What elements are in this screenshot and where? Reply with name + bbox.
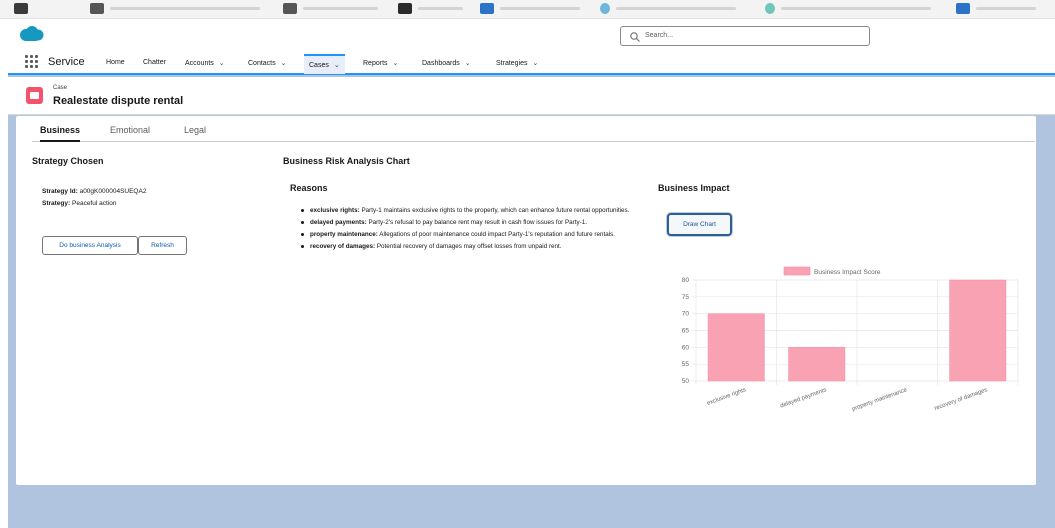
strategy-id-row bbox=[42, 188, 146, 195]
refresh-button[interactable]: Refresh bbox=[138, 236, 187, 255]
x-tick-label: property maintenance bbox=[851, 387, 908, 413]
record-title: Realestate dispute rental bbox=[53, 95, 184, 107]
nav-item-strategies[interactable]: Strategies ⌄ bbox=[496, 60, 539, 67]
tab-emotional[interactable]: Emotional bbox=[110, 125, 151, 135]
x-tick-label: delayed payments bbox=[779, 387, 828, 410]
bookmark-icon[interactable] bbox=[765, 3, 775, 14]
app-launcher-grid-icon[interactable] bbox=[25, 55, 38, 68]
tab-bar bbox=[32, 122, 1035, 142]
nav-item-dashboards[interactable]: Dashboards ⌄ bbox=[422, 60, 471, 67]
strategy-card bbox=[16, 116, 1036, 485]
global-search-input[interactable] bbox=[620, 26, 870, 46]
strategy-value: Peaceful action bbox=[72, 200, 117, 207]
search-icon bbox=[629, 31, 641, 43]
bookmark-icon[interactable] bbox=[956, 3, 970, 14]
y-tick-label: 50 bbox=[681, 378, 689, 385]
search-placeholder: Search... bbox=[645, 32, 674, 39]
app-frame bbox=[8, 19, 1055, 528]
bookmark-icon[interactable] bbox=[398, 3, 412, 14]
risk-chart-heading: Business Risk Analysis Chart bbox=[283, 156, 410, 166]
bookmark-icon[interactable] bbox=[283, 3, 297, 14]
global-header bbox=[8, 19, 1055, 75]
strategy-id-value: a00gK000004SUEQA2 bbox=[79, 188, 147, 195]
chevron-down-icon[interactable]: ⌄ bbox=[280, 60, 287, 67]
bookmark-icon[interactable] bbox=[14, 3, 28, 14]
business-impact-heading: Business Impact bbox=[658, 183, 730, 193]
legend-swatch bbox=[784, 267, 810, 275]
nav-item-reports[interactable]: Reports ⌄ bbox=[363, 60, 399, 67]
y-tick-label: 75 bbox=[681, 293, 689, 301]
bookmark-icon[interactable] bbox=[600, 3, 610, 14]
x-tick-label: recovery of damages bbox=[933, 387, 989, 413]
strategy-heading: Strategy Chosen bbox=[32, 156, 104, 166]
y-tick-label: 65 bbox=[681, 327, 689, 335]
strategy-id-label: Strategy Id: bbox=[42, 188, 78, 195]
reasons-list bbox=[296, 206, 646, 254]
nav-item-accounts[interactable]: Accounts ⌄ bbox=[185, 60, 225, 67]
reason-item: exclusive rights: Party-1 maintains exclusive rights to the property, which can enhance future rental opportunities. bbox=[296, 206, 646, 216]
nav-item-chatter[interactable]: Chatter bbox=[143, 59, 166, 66]
app-name: Service bbox=[48, 56, 85, 68]
salesforce-cloud-logo-icon[interactable] bbox=[18, 25, 44, 43]
reason-item: recovery of damages: Potential recovery of damages may offset losses from unpaid rent. bbox=[296, 242, 646, 252]
chevron-down-icon[interactable]: ⌄ bbox=[392, 60, 399, 67]
chevron-down-icon[interactable]: ⌄ bbox=[218, 60, 225, 67]
reason-item: delayed payments: Party-2's refusal to pay balance rent may result in cash flow issues for Party-1. bbox=[296, 218, 646, 228]
bookmark-icon[interactable] bbox=[90, 3, 104, 14]
tab-business[interactable]: Business bbox=[40, 125, 80, 142]
business-impact-chart bbox=[656, 265, 1028, 435]
case-icon bbox=[26, 87, 43, 104]
do-business-analysis-button[interactable]: Do business Analysis bbox=[42, 236, 138, 255]
bookmark-icon[interactable] bbox=[480, 3, 494, 14]
bar bbox=[708, 314, 764, 381]
nav-item-contacts[interactable]: Contacts ⌄ bbox=[248, 60, 287, 67]
record-header bbox=[8, 77, 1055, 115]
browser-bookmarks-bar bbox=[0, 0, 1055, 19]
reason-item: property maintenance: Allegations of poor maintenance could impact Party-1's reputation and future rentals. bbox=[296, 230, 646, 240]
y-tick-label: 55 bbox=[681, 361, 689, 369]
nav-item-cases[interactable]: Cases ⌄ bbox=[304, 54, 345, 74]
strategy-label: Strategy: bbox=[42, 200, 71, 207]
legend-label: Business Impact Score bbox=[814, 269, 881, 276]
record-object-label: Case bbox=[53, 85, 68, 91]
chevron-down-icon[interactable]: ⌄ bbox=[333, 62, 340, 69]
x-tick-label: exclusive rights bbox=[706, 387, 747, 407]
reasons-heading: Reasons bbox=[290, 183, 328, 193]
y-tick-label: 60 bbox=[681, 344, 689, 352]
nav-item-home[interactable]: Home bbox=[106, 59, 125, 66]
bar bbox=[789, 347, 845, 381]
chevron-down-icon[interactable]: ⌄ bbox=[532, 60, 539, 67]
y-tick-label: 70 bbox=[681, 310, 689, 318]
y-tick-label: 80 bbox=[681, 277, 689, 284]
tab-legal[interactable]: Legal bbox=[184, 125, 207, 135]
bar bbox=[950, 280, 1006, 381]
strategy-row bbox=[42, 200, 116, 207]
chevron-down-icon[interactable]: ⌄ bbox=[464, 60, 471, 67]
draw-chart-button[interactable]: Draw Chart bbox=[667, 213, 732, 236]
